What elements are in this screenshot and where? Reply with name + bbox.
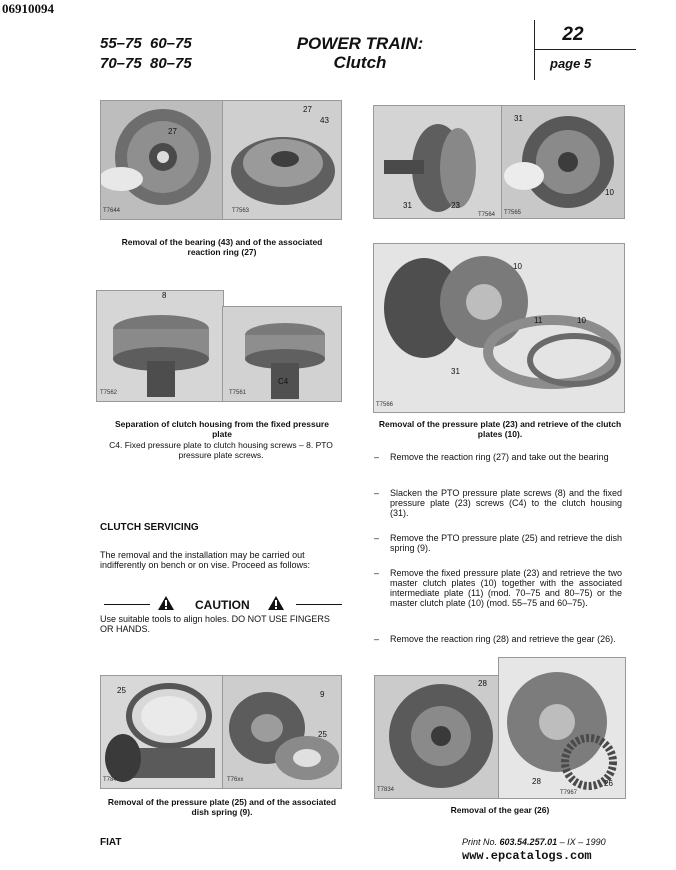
callout-25: 25 — [318, 730, 327, 739]
title-line-2: Clutch — [333, 53, 387, 72]
print-info — [462, 837, 606, 847]
model-4: 80–75 — [150, 55, 192, 72]
servicing-intro: The removal and the installation may be carried out indifferently on bench or on vise. Proceed as follows: — [100, 550, 310, 570]
figure-number: T7563 — [232, 208, 250, 214]
step-bullet: – — [374, 568, 380, 578]
figure-number: T76xx — [227, 777, 244, 783]
brand-label: FIAT — [100, 837, 122, 848]
callout-31: 31 — [451, 367, 460, 376]
figure-housing-separation-photo-b — [222, 306, 342, 402]
callout-8: 8 — [162, 291, 167, 300]
page-title — [270, 34, 450, 72]
header-divider-horizontal — [534, 49, 636, 50]
figure-number: T7561 — [229, 390, 247, 396]
caution-rule-left — [104, 604, 150, 605]
caution-label: CAUTION — [195, 598, 250, 612]
figure-number: T7565 — [504, 210, 522, 216]
clutch-plates-exploded-illustration — [374, 244, 624, 412]
step-text: Remove the fixed pressure plate (23) and retrieve the two master clutch plates (10) together with the associated intermediate plate (11) (mod. 70–75 and 80–75) or the master clutch plate (10) (mod. 55–75 and 60–75). — [390, 568, 622, 608]
model-list — [100, 34, 200, 74]
figure-number: T7564 — [478, 212, 496, 218]
print-number: 603.54.257.01 — [499, 837, 558, 847]
warning-icon — [268, 596, 284, 610]
step-bullet: – — [374, 533, 380, 543]
figure-number: T7967 — [560, 790, 578, 796]
callout-43: 43 — [320, 116, 329, 125]
procedure-step — [374, 533, 624, 557]
figure-number: T7562 — [100, 390, 118, 396]
figure-number: T7644 — [103, 208, 121, 214]
figure-bearing-removal-photo-a — [100, 100, 224, 220]
figure-caption: Separation of clutch housing from the fixed pressure plate — [115, 419, 329, 439]
title-line-1: POWER TRAIN: — [296, 34, 424, 53]
model-1: 55–75 — [100, 35, 142, 52]
step-text: Remove the reaction ring (27) and take out the bearing — [390, 452, 609, 462]
figure-caption: Removal of the bearing (43) and of the associated reaction ring (27) — [121, 237, 323, 257]
warning-icon — [158, 596, 174, 610]
figure-caption: Removal of the pressure plate (23) and retrieve of the clutch plates (10). — [378, 419, 622, 439]
step-bullet: – — [374, 488, 380, 498]
callout-31: 31 — [403, 201, 412, 210]
clutch-assembly-illustration — [101, 101, 223, 219]
gear-illustration — [499, 658, 625, 798]
header-divider-vertical — [534, 20, 535, 80]
section-number: 22 — [562, 24, 584, 45]
model-3: 70–75 — [100, 55, 142, 72]
callout-27: 27 — [168, 127, 177, 136]
caution-rule-right — [296, 604, 342, 605]
fixed-pressure-plate-illustration — [223, 307, 341, 401]
callout-11: 11 — [534, 316, 543, 325]
figure-number: T7841 — [103, 777, 121, 783]
callout-10: 10 — [605, 188, 614, 197]
model-2: 60–75 — [150, 35, 192, 52]
reaction-ring-illustration — [375, 676, 499, 798]
step-bullet: – — [374, 452, 380, 462]
step-text: Remove the reaction ring (28) and retrieve the gear (26). — [390, 634, 616, 644]
section-heading: CLUTCH SERVICING — [100, 522, 199, 533]
document-id: 06910094 — [2, 1, 54, 16]
callout-28: 28 — [478, 679, 487, 688]
figure-clutch-plates-photo — [373, 243, 625, 413]
callout-c4: C4 — [278, 377, 289, 386]
callout-23: 23 — [451, 201, 460, 210]
figure-number: T7834 — [377, 787, 395, 793]
callout-10: 10 — [513, 262, 522, 271]
callout-28: 28 — [532, 777, 541, 786]
callout-9: 9 — [320, 690, 325, 699]
figure-number: T7566 — [376, 402, 394, 408]
figure-gear-removal-photo-a — [374, 675, 500, 799]
watermark: www.epcatalogs.com — [462, 849, 592, 863]
callout-31: 31 — [514, 114, 523, 123]
step-bullet: – — [374, 634, 380, 644]
callout-10: 10 — [577, 316, 586, 325]
clutch-housing-illustration — [97, 291, 223, 401]
figure-housing-separation-photo-a — [96, 290, 224, 402]
caution-text: Use suitable tools to align holes. DO NOT USE FINGERS OR HANDS. — [100, 614, 330, 634]
step-text: Slacken the PTO pressure plate screws (8) and the fixed pressure plate (23) screws (C4) to the clutch housing (31). — [390, 488, 622, 518]
callout-27: 27 — [303, 105, 312, 114]
procedure-step — [374, 568, 624, 624]
clutch-housing-side-illustration — [374, 106, 502, 218]
figure-note: C4. Fixed pressure plate to clutch housing screws – 8. PTO pressure plate screws. — [109, 440, 333, 460]
figure-caption: Removal of the pressure plate (25) and of the associated dish spring (9). — [107, 797, 337, 817]
callout-25: 25 — [117, 686, 126, 695]
figure-clutch-housing-photo-a — [373, 105, 503, 219]
print-prefix: Print No. — [462, 837, 498, 847]
procedure-step — [374, 634, 624, 658]
figure-caption: Removal of the gear (26) — [450, 805, 550, 815]
step-text: Remove the PTO pressure plate (25) and retrieve the dish spring (9). — [390, 533, 622, 553]
print-suffix: – IX – 1990 — [559, 837, 606, 847]
procedure-step — [374, 488, 624, 524]
page-label: page 5 — [550, 56, 592, 71]
figure-gear-removal-photo-b — [498, 657, 626, 799]
callout-26: 26 — [604, 779, 613, 788]
procedure-step — [374, 452, 624, 476]
